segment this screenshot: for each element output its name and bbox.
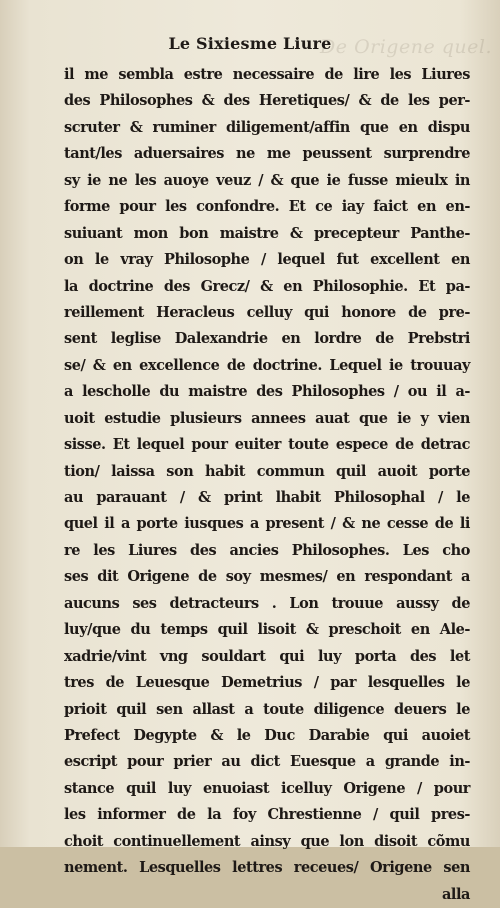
- text-line: la doctrine des Grecz/ & en Philosophie. Et pa-: [64, 277, 470, 295]
- text-line: se/ & en excellence de doctrine. Lequel ie trouuay: [64, 356, 470, 374]
- text-line: Prefect Degypte & le Duc Darabie qui auoiet: [64, 726, 470, 744]
- running-head: Le Sixiesme Liure: [168, 34, 332, 53]
- show-through-text: De Origene quel.: [320, 36, 492, 58]
- text-line: luy/que du temps quil lisoit & preschoit en Ale-: [64, 621, 470, 639]
- text-line: stance quil luy enuoiast icelluy Origene / pour: [64, 779, 470, 797]
- text-line: sy ie ne les auoye veuz / & que ie fusse mieulx in: [64, 171, 470, 189]
- text-line: quel il a porte iusques a present / & ne cesse de li: [64, 515, 470, 533]
- text-line: nement. Lesquelles lettres receues/ Origene sen: [64, 859, 470, 877]
- text-line: escript pour prier au dict Euesque a grande in-: [64, 753, 470, 771]
- text-line: on le vray Philosophe / lequel fut excellent en: [64, 251, 470, 269]
- text-line: aucuns ses detracteurs . Lon trouue aussy de: [64, 594, 470, 612]
- text-line: tant/les aduersaires ne me peussent surprendre: [64, 145, 470, 163]
- text-line: prioit quil sen allast a toute diligence deuers le: [64, 700, 470, 718]
- text-line: tion/ laissa son habit commun quil auoit porte: [64, 462, 470, 480]
- body-text: [64, 62, 470, 908]
- text-line: au parauant / & print lhabit Philosophal / le: [64, 489, 470, 506]
- text-line: choit continuellement ainsy que lon disoit cõmu: [64, 832, 470, 850]
- text-line: re les Liures des ancies Philosophes. Les cho: [64, 541, 470, 559]
- text-line: ses dit Origene de soy mesmes/ en respondant a: [64, 568, 470, 586]
- text-line: a lescholle du maistre des Philosophes / ou il a-: [64, 383, 470, 401]
- text-line: des Philosophes & des Heretiques/ & de les per-: [64, 92, 470, 110]
- text-line: uoit estudie plusieurs annees auat que ie y vien: [64, 409, 470, 427]
- catchword: alla: [441, 885, 470, 903]
- text-line: sent leglise Dalexandrie en lordre de Prebstri: [64, 330, 470, 348]
- text-line: xadrie/vint vng souldart qui luy porta des let: [64, 647, 470, 665]
- text-line: il me sembla estre necessaire de lire les Liures: [64, 66, 470, 83]
- text-line: reillement Heracleus celluy qui honore de pre-: [64, 303, 470, 321]
- text-line: suiuant mon bon maistre & precepteur Panthe-: [64, 224, 470, 242]
- text-line: forme pour les confondre. Et ce iay faict en en-: [64, 198, 470, 216]
- text-line: scruter & ruminer diligement/affin que en dispu: [64, 118, 470, 136]
- text-line: les informer de la foy Chrestienne / quil pres-: [64, 806, 470, 824]
- text-line: sisse. Et lequel pour euiter toute espece de detrac: [64, 436, 470, 454]
- text-line: tres de Leuesque Demetrius / par lesquelles le: [64, 674, 470, 692]
